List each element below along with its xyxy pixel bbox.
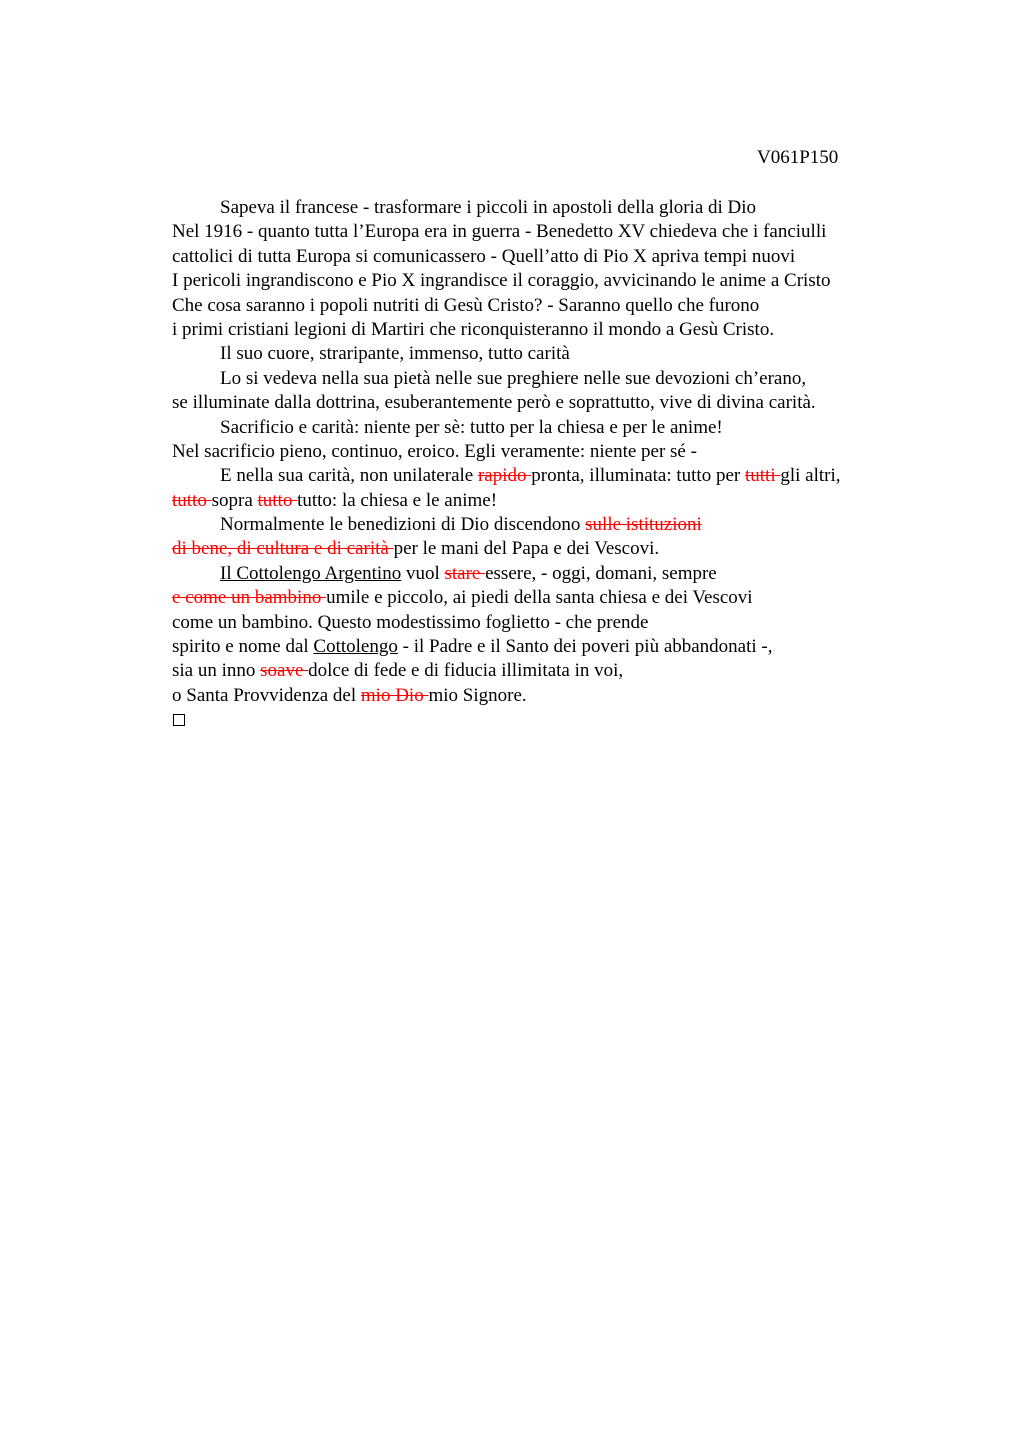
text-segment: sia un inno xyxy=(172,660,261,682)
text-segment: tutto: la chiesa e le anime! xyxy=(297,489,498,511)
page-identifier: V061P150 xyxy=(757,147,839,168)
end-mark-line xyxy=(172,708,932,732)
text-segment: mio Signore. xyxy=(428,684,527,706)
text-segment: Lo si vedeva nella sua pietà nelle sue preghiere nelle sue devozioni ch’erano, xyxy=(220,367,807,389)
deleted-text: tutto xyxy=(172,489,212,511)
text-line xyxy=(172,586,932,610)
deleted-text: tutti xyxy=(744,465,781,487)
text-segment: i primi cristiani legioni di Martiri che riconquisteranno il mondo a Gesù Cristo. xyxy=(172,318,775,340)
text-segment: Che cosa saranno i popoli nutriti di Gesù Cristo? - Saranno quello che furono xyxy=(172,294,760,316)
deleted-text: soave xyxy=(260,660,309,682)
text-segment: sopra xyxy=(211,489,258,511)
text-line xyxy=(172,537,932,561)
text-line xyxy=(172,367,932,391)
text-segment: I pericoli ingrandiscono e Pio X ingrandisce il coraggio, avvicinando le anime a Cristo xyxy=(172,270,831,292)
deleted-text: sulle istituzioni xyxy=(585,514,702,536)
text-segment: Sapeva il francese - trasformare i piccoli in apostoli della gloria di Dio xyxy=(220,197,757,218)
text-line xyxy=(172,196,932,220)
text-line xyxy=(172,245,932,269)
text-segment: spirito e nome dal xyxy=(172,636,314,658)
text-line xyxy=(172,318,932,342)
text-line xyxy=(172,611,932,635)
text-line xyxy=(172,294,932,318)
text-line xyxy=(172,342,932,366)
text-line xyxy=(172,684,932,708)
text-line xyxy=(172,416,932,440)
text-line xyxy=(172,635,932,659)
document-body xyxy=(172,196,932,733)
text-line xyxy=(172,440,932,464)
text-segment: Normalmente le benedizioni di Dio discendono xyxy=(220,514,586,536)
underlined-text: Il Cottolengo Argentino xyxy=(220,562,402,584)
deleted-text: di bene, di cultura e di carità xyxy=(172,538,394,560)
text-segment: Nel 1916 - quanto tutta l’Europa era in guerra - Benedetto XV chiedeva che i fanciulli xyxy=(172,221,827,243)
text-segment: per le mani del Papa e dei Vescovi. xyxy=(393,538,660,560)
text-segment: se illuminate dalla dottrina, esuberantemente però e soprattutto, vive di divina carità. xyxy=(172,392,816,414)
text-segment: vuol xyxy=(401,562,445,584)
text-line xyxy=(172,513,932,537)
text-segment: pronta, illuminata: tutto per xyxy=(531,465,745,487)
text-segment: Nel sacrificio pieno, continuo, eroico. Egli veramente: niente per sé - xyxy=(172,440,697,462)
text-line xyxy=(172,489,932,513)
text-segment: gli altri, xyxy=(780,465,841,487)
underlined-text: Cottolengo xyxy=(313,636,398,658)
text-segment: dolce di fede e di fiducia illimitata in voi, xyxy=(308,660,624,682)
text-segment: o Santa Provvidenza del xyxy=(172,684,361,706)
text-line xyxy=(172,659,932,683)
text-line xyxy=(172,562,932,586)
text-segment: Il suo cuore, straripante, immenso, tutto carità xyxy=(220,343,570,365)
text-line xyxy=(172,269,932,293)
text-segment: essere, - oggi, domani, sempre xyxy=(485,562,717,584)
deleted-text: tutto xyxy=(257,489,298,511)
text-segment: - il Padre e il Santo dei poveri più abbandonati -, xyxy=(397,636,773,658)
deleted-text: rapido xyxy=(477,465,532,487)
deleted-text: e come un bambino xyxy=(172,587,327,609)
text-line xyxy=(172,220,932,244)
text-line xyxy=(172,391,932,415)
text-segment: cattolici di tutta Europa si comunicassero - Quell’atto di Pio X apriva tempi nuovi xyxy=(172,245,796,267)
text-segment: E nella sua carità, non unilaterale xyxy=(220,465,478,487)
deleted-text: mio Dio xyxy=(360,684,429,706)
text-segment: Sacrificio e carità: niente per sè: tutto per la chiesa e per le anime! xyxy=(220,416,723,438)
text-line xyxy=(172,464,932,488)
text-segment: come un bambino. Questo modestissimo foglietto - che prende xyxy=(172,611,649,633)
checkbox-square-icon xyxy=(173,714,185,726)
text-segment: umile e piccolo, ai piedi della santa chiesa e dei Vescovi xyxy=(326,587,753,609)
deleted-text: stare xyxy=(444,562,486,584)
